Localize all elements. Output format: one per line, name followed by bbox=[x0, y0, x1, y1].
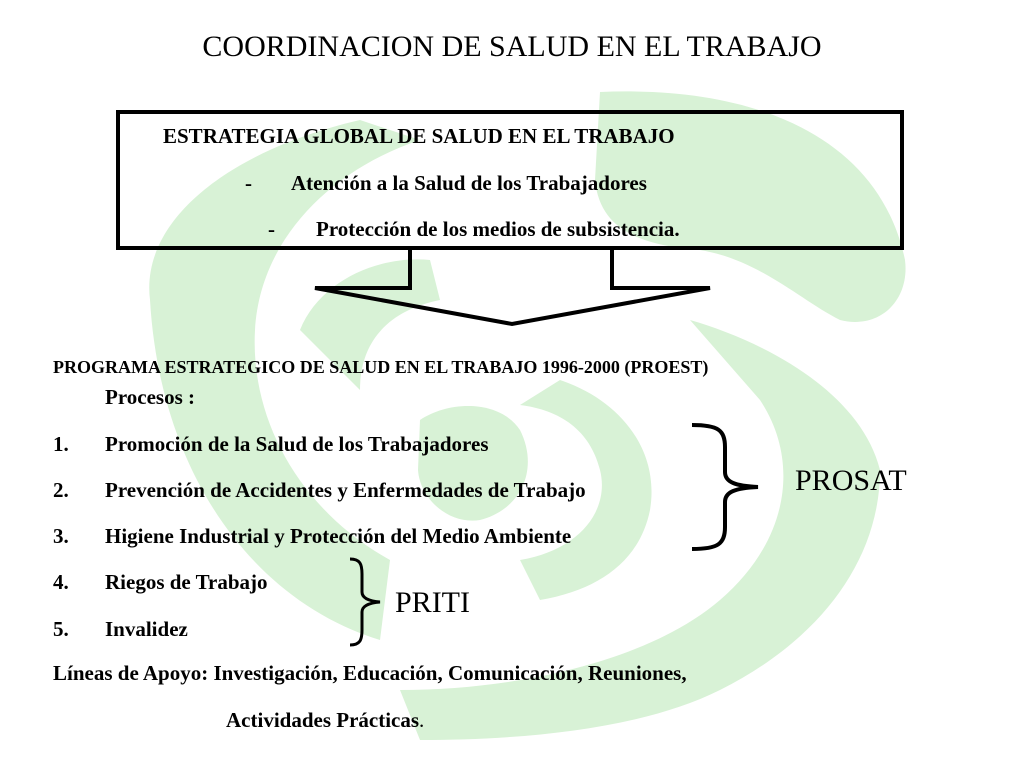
processes-label: Procesos : bbox=[105, 385, 195, 409]
down-arrow-icon bbox=[300, 248, 730, 330]
list-item-number: 5. bbox=[53, 617, 69, 641]
page-title: COORDINACION DE SALUD EN EL TRABAJO bbox=[202, 30, 822, 63]
list-item-number: 3. bbox=[53, 524, 69, 548]
list-item: Prevención de Accidentes y Enfermedades de Trabajo bbox=[105, 478, 586, 502]
list-item-number: 1. bbox=[53, 432, 69, 456]
group-label-prosat: PROSAT bbox=[795, 464, 907, 497]
support-lines: Líneas de Apoyo: Investigación, Educación, Comunicación, Reuniones, bbox=[53, 661, 687, 685]
list-item: Invalidez bbox=[105, 617, 188, 641]
list-item: Higiene Industrial y Protección del Medio Ambiente bbox=[105, 524, 572, 548]
list-item-number: 4. bbox=[53, 570, 69, 594]
strategy-bullet-marker: - bbox=[245, 171, 252, 195]
strategy-bullet: Atención a la Salud de los Trabajadores bbox=[291, 171, 647, 195]
right-brace-icon bbox=[348, 556, 382, 648]
right-brace-icon bbox=[690, 422, 760, 552]
strategy-heading: ESTRATEGIA GLOBAL DE SALUD EN EL TRABAJO bbox=[163, 124, 675, 148]
list-item-number: 2. bbox=[53, 478, 69, 502]
support-lines-cont: Actividades Prácticas. bbox=[226, 708, 425, 732]
group-label-priti: PRITI bbox=[395, 586, 470, 619]
strategy-bullet: Protección de los medios de subsistencia. bbox=[316, 217, 680, 241]
list-item: Riegos de Trabajo bbox=[105, 570, 268, 594]
strategy-bullet-marker: - bbox=[268, 217, 275, 241]
list-item: Promoción de la Salud de los Trabajadores bbox=[105, 432, 489, 456]
program-heading: PROGRAMA ESTRATEGICO DE SALUD EN EL TRABAJO 1996-2000 (PROEST) bbox=[53, 357, 709, 377]
